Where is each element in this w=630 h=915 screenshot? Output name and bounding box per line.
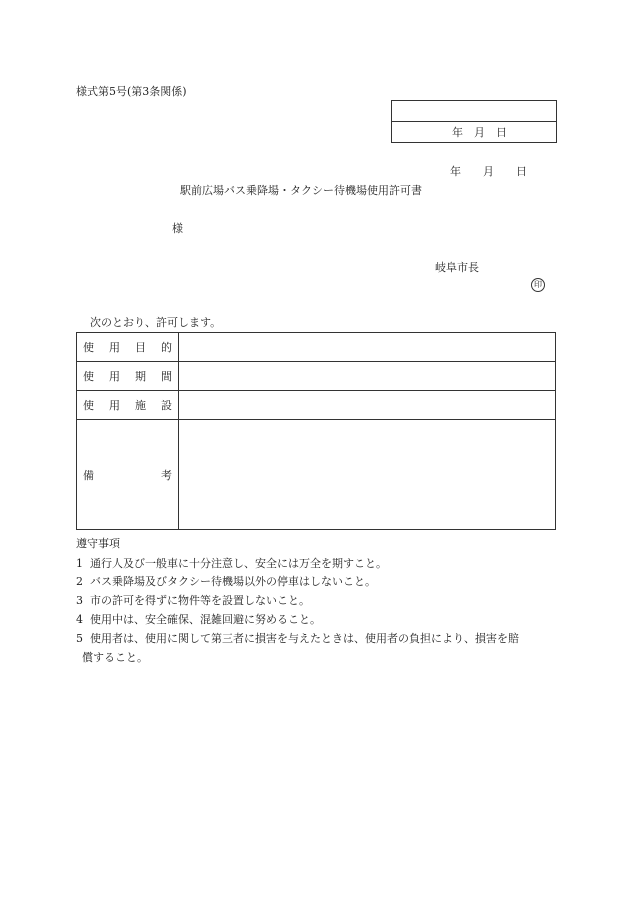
table-row (77, 333, 556, 362)
intro-text: 次のとおり、許可します。 (90, 316, 222, 329)
remarks-value-field[interactable] (179, 420, 556, 530)
seal-icon: 印 (531, 278, 545, 292)
list-item: 1 通行人及び一般車に十分注意し、安全には万全を期すこと。 (76, 557, 387, 570)
list-item: 3 市の許可を得ずに物件等を設置しないこと。 (76, 594, 310, 607)
reference-date-field[interactable] (392, 122, 556, 142)
document-title: 駅前広場バス乗降場・タクシー待機場使用許可書 (180, 184, 422, 197)
reference-number-box (391, 100, 557, 143)
table-row (77, 391, 556, 420)
facility-value-field[interactable] (179, 391, 556, 420)
issuer-name: 岐阜市長 (435, 261, 479, 274)
list-item: 5 使用者は、使用に関して第三者に損害を与えたときは、使用者の負担により、損害を賠 (76, 632, 519, 645)
purpose-value-field[interactable] (179, 333, 556, 362)
issue-date: 年 月 日 (450, 165, 527, 178)
permit-table (76, 332, 556, 530)
reference-number-field[interactable] (392, 101, 556, 122)
table-row (77, 362, 556, 391)
rules-heading: 遵守事項 (76, 537, 120, 550)
addressee-honorific: 様 (172, 222, 183, 235)
period-value-field[interactable] (179, 362, 556, 391)
form-number-label: 様式第5号(第3条関係) (76, 85, 187, 98)
row-label-facility: 使 用 施 設 (77, 391, 179, 420)
row-label-remarks: 備 考 (77, 420, 179, 530)
table-row (77, 420, 556, 530)
list-item-continuation: 償すること。 (82, 651, 148, 664)
row-label-period: 使 用 期 間 (77, 362, 179, 391)
reference-date-text: 年 月 日 (452, 126, 507, 139)
list-item: 2 バス乗降場及びタクシー待機場以外の停車はしないこと。 (76, 575, 376, 588)
list-item: 4 使用中は、安全確保、混雑回避に努めること。 (76, 613, 321, 626)
row-label-purpose: 使 用 目 的 (77, 333, 179, 362)
